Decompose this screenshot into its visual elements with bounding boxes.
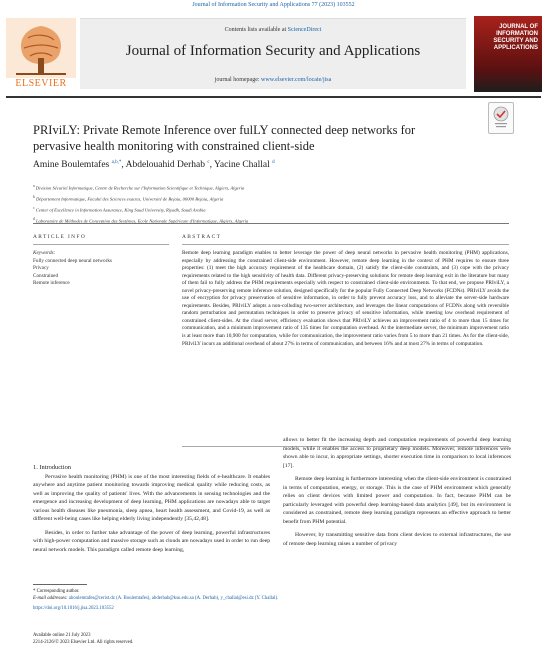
publisher-name: ELSEVIER [15, 78, 67, 89]
sciencedirect-link[interactable]: ScienceDirect [287, 27, 322, 33]
article-title: PRIviLY: Private Remote Inference over fulLY connected deep networks for pervasive health monitoring with constrained client-side [33, 123, 416, 153]
abstract-divider [182, 244, 509, 245]
intro-left-column [33, 464, 270, 554]
author-affil-marker[interactable]: d [272, 160, 275, 165]
elsevier-logo[interactable] [6, 18, 76, 92]
contents-line [80, 27, 466, 33]
email-addresses[interactable]: aboulemtafes@cerist.dz (A. Boulemtafes), abderhab@ksu.edu.sa (A. Derhab), y_challal@esi.dz (Y. Challal). [68, 596, 279, 602]
journal-title[interactable]: Journal of Information Security and Applications [125, 43, 421, 59]
publication-meta [33, 632, 133, 647]
journal-header [80, 18, 466, 89]
keywords-block [33, 250, 112, 288]
author-name[interactable]: Yacine Challal [214, 160, 270, 171]
check-updates-icon [489, 103, 513, 133]
author-name[interactable]: Abdelouahid Derhab [125, 160, 205, 171]
body-paragraph: Besides, in order to further take advantage of the power of deep learning, powerful infrastructures with high-power computation and massive storage such as clouds are nowadays used in order to run deep neural network models. This paradigm called remote deep learning, [33, 529, 270, 553]
abstract-heading: ABSTRACT [182, 234, 222, 240]
keywords-label: Keywords: [33, 250, 56, 256]
email-line [33, 595, 278, 602]
affiliation: $^c$ Center of Excellence in Information Assurance, King Saud University, Riyadh, Saudi Arabia [33, 205, 206, 213]
author-list: Amine Boulemtafes $^{a,b,*}$, Abdelouahid Derhab $^c$, Yacine Challal $^d$ [33, 160, 275, 171]
journal-cover-thumbnail[interactable] [474, 16, 542, 92]
copyright: 2214-2126/© 2023 Elsevier Ltd. All rights reserved. [33, 640, 134, 646]
section-divider [33, 223, 509, 224]
keyword[interactable]: Constrained [33, 272, 59, 279]
masthead-divider [6, 96, 541, 98]
contents-prefix: Contents lists available at [224, 27, 288, 33]
body-paragraph: allows to better fit the increasing depth and computation requirements of powerful deep learning models, while it enables the access to proprietary deep models. Moreover, remote inferences were shown able to incur, in appropriate settings, shorter execution time in comparison to local inferences [17]. [283, 437, 511, 469]
footnote-divider [33, 584, 87, 585]
affiliation: $^d$ Laboratoire de Méthodes de Conception des Systèmes, Ecole Nationale Supérieure d'Informatique, Algiers, Algeria [33, 216, 249, 224]
affiliations [33, 182, 248, 226]
homepage-link[interactable]: www.elsevier.com/locate/jisa [261, 77, 332, 83]
author-affil-marker[interactable]: a,b,* [111, 160, 122, 165]
body-paragraph: Pervasive health monitoring (PHM) is one of the most interesting fields of e-healthcare. It enables anywhere and anytime patient monitoring towards improving medical quality while reducing costs, as well as improving the quality of patients' lives. With the advancements in sensing technologies and the emergence and increasing development of deep learning, PHM applications are nowadays able to target various health diseases like pneumonia, sleep apnea, heart health assessment, and Covid-19, as well as different well-being cases like helping elderly living independently [35,42,48]. [33, 473, 270, 523]
keyword[interactable]: Privacy [33, 265, 49, 272]
available-online: Available online 21 July 2023 [33, 633, 91, 638]
intro-heading: 1. Introduction [33, 464, 71, 471]
intro-right-column [283, 436, 511, 549]
author-name[interactable]: Amine Boulemtafes [33, 160, 110, 171]
check-for-updates-button[interactable] [488, 102, 514, 134]
masthead [6, 14, 542, 94]
affiliation: $^b$ Département Informatique, Faculté des Sciences exactes, Université de Bejaia, 06000 Bejaia, Algeria [33, 194, 224, 202]
running-head[interactable]: Journal of Information Security and Applications 77 (2023) 103552 [192, 2, 355, 8]
keyword[interactable]: Remote inference [33, 280, 70, 287]
homepage-prefix: journal homepage: [214, 77, 262, 83]
doi-link[interactable]: https://doi.org/10.1016/j.jisa.2023.103552 [33, 605, 114, 611]
article-info-divider [33, 244, 169, 245]
keyword[interactable]: Fully connected deep neural networks [33, 257, 112, 264]
email-label: E-mail addresses: [33, 596, 69, 602]
author-affil-marker[interactable]: c [207, 160, 210, 165]
abstract-text: Remote deep learning paradigm enables to better leverage the power of deep neural networks in pervasive health monitoring (PHM) applications, especially by addressing the constrained client-side environment. However, remote deep learning in the context of PHM requires to ensure three properties: (1) meet the high accuracy requirement of the healthcare domain, (2) satisfy the client-side constraints, and (3) cope with the privacy requirements related to the high sensitivity of health data. Different privacy-preserving solutions for remote deep learning exit in the literature but many of them fail to fully address the PHM requirements especially with respect to constrained client-side environments. To that end, we propose PRIviLY, a novel privacy-preserving remote inference solution, designed specifically for the popular Fully Connected Deep Networks (FCDNs). PRIviLY avoids the use of encryption for privacy preservation of sensitive information, in order to fully prevent accuracy loss, and to alleviate the server-side hardware requirements. Besides, PRIviLY adopts a non-colluding two-server architecture, and leverages the linear computations of FCDNs along with reversible random perturbation and permutation techniques in order to preserve privacy of sensitive information, while meeting low overhead requirement of constrained client-sides. At the cloud server, efficiency evaluation shows that PRIviLY achieves an improvement ratio of 4 to more than 15 times for communication, and a minimum improvement ratio of 135 times for computation overhead. At the intermediate server, the minimum improvement ratio is at least more than 10,900 for computation, while for communication, the improvement ratio varies from 5 to more than 21 times. As for the client-side, PRIviLY incurs an additional overhead of about 27% in terms of communication, and between 16% and at most 27% in terms of computation. [182, 250, 509, 347]
cover-title: JOURNAL OF INFORMATION SECURITY AND APPLICATIONS [493, 24, 538, 51]
article-info-heading: ARTICLE INFO [33, 234, 87, 240]
footnotes [33, 588, 278, 612]
homepage-line [80, 77, 466, 83]
body-paragraph: However, by transmitting sensitive data from client devices to external infrastructures, the use of remote deep learning raises a number of privacy [283, 532, 511, 548]
affiliation: $^a$ Division Sécurité Informatique, Centre de Recherche sur l'Information Scientifique et Technique, Algiers, Algeria [33, 184, 245, 191]
corresponding-author-note: * Corresponding author. [33, 589, 80, 594]
body-paragraph: Remote deep learning is furthermore interesting when the client-side environment is constrained in terms of computation, energy, or storage. This is the case of PHM environment which generally relies on client devices with limited power and computation. In fact, because PHM can be particularly leveraged with powerful deep learning-based data analytics [49], but its environment is considered as constrained, remote deep learning paradigm represents an effective approach to better benefit from PHM potential. [283, 476, 511, 525]
